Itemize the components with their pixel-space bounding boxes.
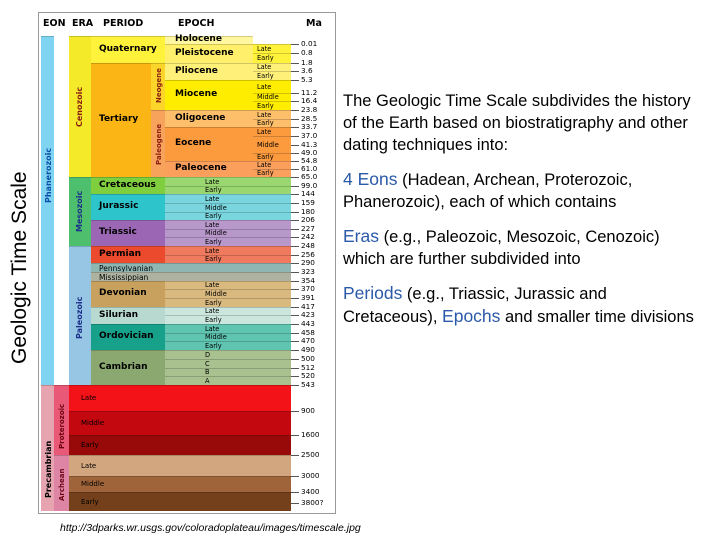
subdivision-label: Early (257, 119, 274, 127)
subdivision-label: Late (257, 82, 272, 91)
ma-label: 1.8 (301, 58, 313, 67)
precambrian-band-label: Middle (81, 480, 105, 488)
ma-tick (291, 385, 299, 386)
vertical-title-text: Geologic Time Scale (8, 171, 31, 364)
ma-tick (291, 455, 299, 456)
subdivision-label: Early (205, 341, 222, 350)
period-label-tertiary: Tertiary (99, 114, 139, 124)
ma-tick (291, 229, 299, 230)
ma-label: 180 (301, 207, 315, 216)
ma-tick (291, 80, 299, 81)
epoch-label-oligocene: Oligocene (175, 112, 226, 123)
subdivision-label: Early (257, 101, 274, 110)
description-periods: Periods (e.g., Triassic, Jurassic and Cretaceous), Epochs and smaller time divisions (343, 283, 694, 326)
ma-tick (291, 492, 299, 493)
subdivision-row (165, 368, 291, 376)
period-label-ordovician: Ordovician (99, 331, 154, 341)
header-epoch: EPOCH (178, 18, 215, 29)
ma-tick (291, 212, 299, 213)
subdivision-label: Early (205, 186, 222, 194)
ma-label: 1600 (301, 430, 320, 439)
ma-label: 3800? (301, 498, 324, 507)
ma-tick (291, 298, 299, 299)
subdivision-row (165, 255, 291, 263)
ma-tick (291, 263, 299, 264)
epoch-label-eocene: Eocene (175, 138, 212, 148)
description-eras: Eras (e.g., Paleozoic, Mesozoic, Cenozoic) which are further subdivided into (343, 226, 660, 268)
ma-tick (291, 145, 299, 146)
eon-label-precambrian: Precambrian (44, 440, 53, 498)
epoch-label-miocene: Miocene (175, 89, 218, 99)
ma-tick (291, 53, 299, 54)
period-label-cambrian: Cambrian (99, 361, 148, 372)
subdivision-label: Early (257, 169, 274, 177)
ma-label: 99.0 (301, 181, 318, 190)
subdivision-row (165, 350, 291, 359)
subdivision-label: Early (257, 153, 274, 161)
ma-label: 900 (301, 406, 315, 415)
geologic-time-chart (38, 12, 336, 514)
ma-tick (291, 101, 299, 102)
ma-tick (291, 127, 299, 128)
header-ma: Ma (306, 18, 322, 29)
ma-tick (291, 93, 299, 94)
subdivision-label: Early (205, 237, 222, 246)
epoch-label-holocene: Holocene (175, 34, 222, 44)
subdivision-row (165, 341, 291, 350)
description-eons: 4 Eons (Hadean, Archean, Proterozoic, Phanerozoic), each of which contains (343, 169, 633, 211)
period-label-quaternary: Quaternary (99, 43, 157, 54)
vertical-title (2, 136, 34, 364)
ma-label: 3000 (301, 471, 320, 480)
subdivision-label: Late (205, 281, 220, 289)
ma-tick (291, 435, 299, 436)
ma-tick (291, 153, 299, 154)
ma-label: 65.0 (301, 172, 318, 181)
source-url: http://3dparks.wr.usgs.gov/coloradoplateau/images/timescale.jpg (60, 522, 361, 534)
subdivision-label: Middle (257, 93, 279, 101)
ma-label: 3.6 (301, 66, 313, 75)
subdivision-row (165, 237, 291, 246)
subdivision-row (165, 307, 291, 315)
ma-label: 0.8 (301, 48, 313, 57)
period-label-pennsylvanian: Pennsylvanian (99, 263, 154, 273)
subdivision-label: Middle (257, 140, 279, 149)
ma-label: 61.0 (301, 164, 318, 173)
subdivision-row (165, 333, 291, 341)
ma-label: 290 (301, 258, 315, 267)
subdivision-label: Early (205, 255, 222, 263)
ma-tick (291, 237, 299, 238)
ma-tick (291, 136, 299, 137)
precambrian-band-label: Early (81, 441, 99, 449)
ma-label: 11.2 (301, 88, 318, 97)
subdivision-row (165, 194, 291, 203)
era-label-archean: Archean (58, 468, 66, 502)
ma-tick (291, 272, 299, 273)
subdivision-row (165, 186, 291, 194)
ma-tick (291, 476, 299, 477)
precambrian-band (69, 435, 291, 455)
ma-tick (291, 44, 299, 45)
subdivision-row (165, 376, 291, 385)
subdivision-label: Late (205, 220, 220, 229)
subdivision-label: Late (257, 127, 272, 136)
ma-tick (291, 110, 299, 111)
ma-label: 248 (301, 241, 315, 250)
subdivision-label: Late (205, 307, 220, 315)
era-label-proterozoic: Proterozoic (58, 403, 66, 449)
ma-tick (291, 161, 299, 162)
precambrian-band-label: Middle (81, 419, 105, 427)
subdivision-label: Middle (205, 203, 227, 212)
ma-label: 417 (301, 302, 315, 311)
subperiod-label-neogene: Neogene (155, 68, 163, 103)
ma-label: 423 (301, 310, 315, 319)
subdivision-row (165, 281, 291, 289)
ma-tick (291, 177, 299, 178)
precambrian-band (69, 385, 291, 411)
ma-tick (291, 341, 299, 342)
ma-tick (291, 169, 299, 170)
subdivision-row (165, 229, 291, 237)
epoch-label-paleocene: Paleocene (175, 163, 227, 173)
ma-label: 159 (301, 198, 315, 207)
ma-label: 206 (301, 215, 315, 224)
ma-label: 458 (301, 328, 315, 337)
subdivision-label: Early (205, 212, 222, 220)
ma-tick (291, 503, 299, 504)
subdivision-label: Late (205, 324, 220, 333)
subdivision-label: Early (257, 54, 274, 62)
header-era: ERA (72, 18, 94, 29)
ma-label: 3400 (301, 487, 320, 496)
ma-label: 16.4 (301, 96, 318, 105)
ma-label: 370 (301, 284, 315, 293)
ma-tick (291, 333, 299, 334)
subdivision-label: Late (205, 194, 220, 203)
ma-tick (291, 71, 299, 72)
subdivision-row (165, 220, 291, 229)
description-intro: The Geologic Time Scale subdivides the history of the Earth based on biostratigraphy and other dating techniques into: (343, 92, 691, 154)
subdivision-label: C (205, 359, 210, 368)
ma-tick (291, 315, 299, 316)
subdivision-row (165, 177, 291, 186)
ma-tick (291, 324, 299, 325)
precambrian-band-label: Late (81, 394, 97, 402)
precambrian-band (69, 492, 291, 511)
ma-label: 520 (301, 371, 315, 380)
precambrian-band-label: Late (81, 461, 97, 470)
period-label-jurassic: Jurassic (99, 201, 139, 211)
subdivision-row (165, 315, 291, 324)
ma-tick (291, 246, 299, 247)
header-period: PERIOD (103, 18, 144, 29)
subdivision-row (165, 246, 291, 255)
period-label-triassic: Triassic (99, 227, 137, 237)
subdivision-label: D (205, 350, 211, 359)
eon-label-phanerozoic: Phanerozoic (44, 147, 53, 203)
subdivision-label: Early (205, 315, 222, 324)
ma-tick (291, 186, 299, 187)
subperiod-label-paleogene: Paleogene (155, 123, 163, 165)
era-label-mesozoic: Mesozoic (75, 191, 84, 233)
eon-phanerozoic (41, 36, 54, 385)
ma-label: 144 (301, 189, 315, 198)
subdivision-label: Late (257, 161, 272, 169)
ma-label: 443 (301, 319, 315, 328)
period-label-silurian: Silurian (99, 309, 139, 320)
ma-label: 470 (301, 336, 315, 345)
subdivision-label: Middle (205, 289, 227, 298)
ma-label: 256 (301, 250, 315, 259)
header-eon: EON (43, 18, 66, 29)
subdivision-label: A (205, 376, 210, 385)
subdivision-row (165, 289, 291, 298)
ma-label: 37.0 (301, 131, 318, 140)
subdivision-row (165, 298, 291, 307)
ma-label: 0.01 (301, 39, 318, 48)
ma-tick (291, 411, 299, 412)
subdivision-label: Early (205, 298, 222, 307)
subdivision-label: Late (205, 177, 220, 186)
ma-label: 23.8 (301, 105, 318, 114)
precambrian-band-label: Early (81, 497, 99, 506)
ma-tick (291, 194, 299, 195)
subdivision-label: Late (205, 246, 220, 255)
ma-label: 500 (301, 354, 315, 363)
ma-tick (291, 255, 299, 256)
ma-label: 242 (301, 232, 315, 241)
ma-label: 5.3 (301, 75, 313, 84)
ma-label: 391 (301, 293, 315, 302)
ma-label: 323 (301, 267, 315, 276)
subdivision-label: Late (257, 63, 272, 71)
subdivision-row (165, 359, 291, 368)
ma-label: 54.8 (301, 156, 318, 165)
era-label-cenozoic: Cenozoic (75, 87, 84, 128)
ma-label: 2500 (301, 450, 320, 459)
ma-label: 28.5 (301, 114, 318, 123)
epoch-label-pleistocene: Pleistocene (175, 47, 234, 58)
period-label-permian: Permian (99, 248, 142, 259)
ma-label: 512 (301, 363, 315, 372)
subdivision-label: B (205, 368, 210, 376)
ma-tick (291, 368, 299, 369)
subdivision-label: Early (257, 71, 274, 80)
subdivision-row (165, 324, 291, 333)
ma-label: 543 (301, 380, 315, 389)
ma-tick (291, 359, 299, 360)
period-label-cretaceous: Cretaceous (99, 179, 156, 190)
ma-label: 33.7 (301, 122, 318, 131)
ma-tick (291, 63, 299, 64)
ma-tick (291, 376, 299, 377)
precambrian-band (69, 455, 291, 476)
subdivision-label: Late (257, 110, 272, 119)
ma-tick (291, 220, 299, 221)
period-label-devonian: Devonian (99, 288, 147, 298)
ma-label: 354 (301, 276, 315, 285)
ma-label: 227 (301, 224, 315, 233)
ma-tick (291, 119, 299, 120)
ma-label: 490 (301, 345, 315, 354)
ma-tick (291, 350, 299, 351)
ma-label: 41.3 (301, 140, 318, 149)
ma-tick (291, 203, 299, 204)
subdivision-row (165, 212, 291, 220)
epoch-label-pliocene: Pliocene (175, 65, 218, 76)
subdivision-row (165, 203, 291, 212)
ma-tick (291, 281, 299, 282)
era-label-paleozoic: Paleozoic (75, 296, 84, 339)
subdivision-label: Middle (205, 229, 227, 237)
period-label-mississippian: Mississippian (99, 272, 149, 282)
ma-label: 49.0 (301, 148, 318, 157)
subdivision-label: Late (257, 44, 272, 53)
ma-tick (291, 289, 299, 290)
description-panel (343, 90, 705, 340)
subdivision-label: Middle (205, 333, 227, 341)
ma-tick (291, 307, 299, 308)
